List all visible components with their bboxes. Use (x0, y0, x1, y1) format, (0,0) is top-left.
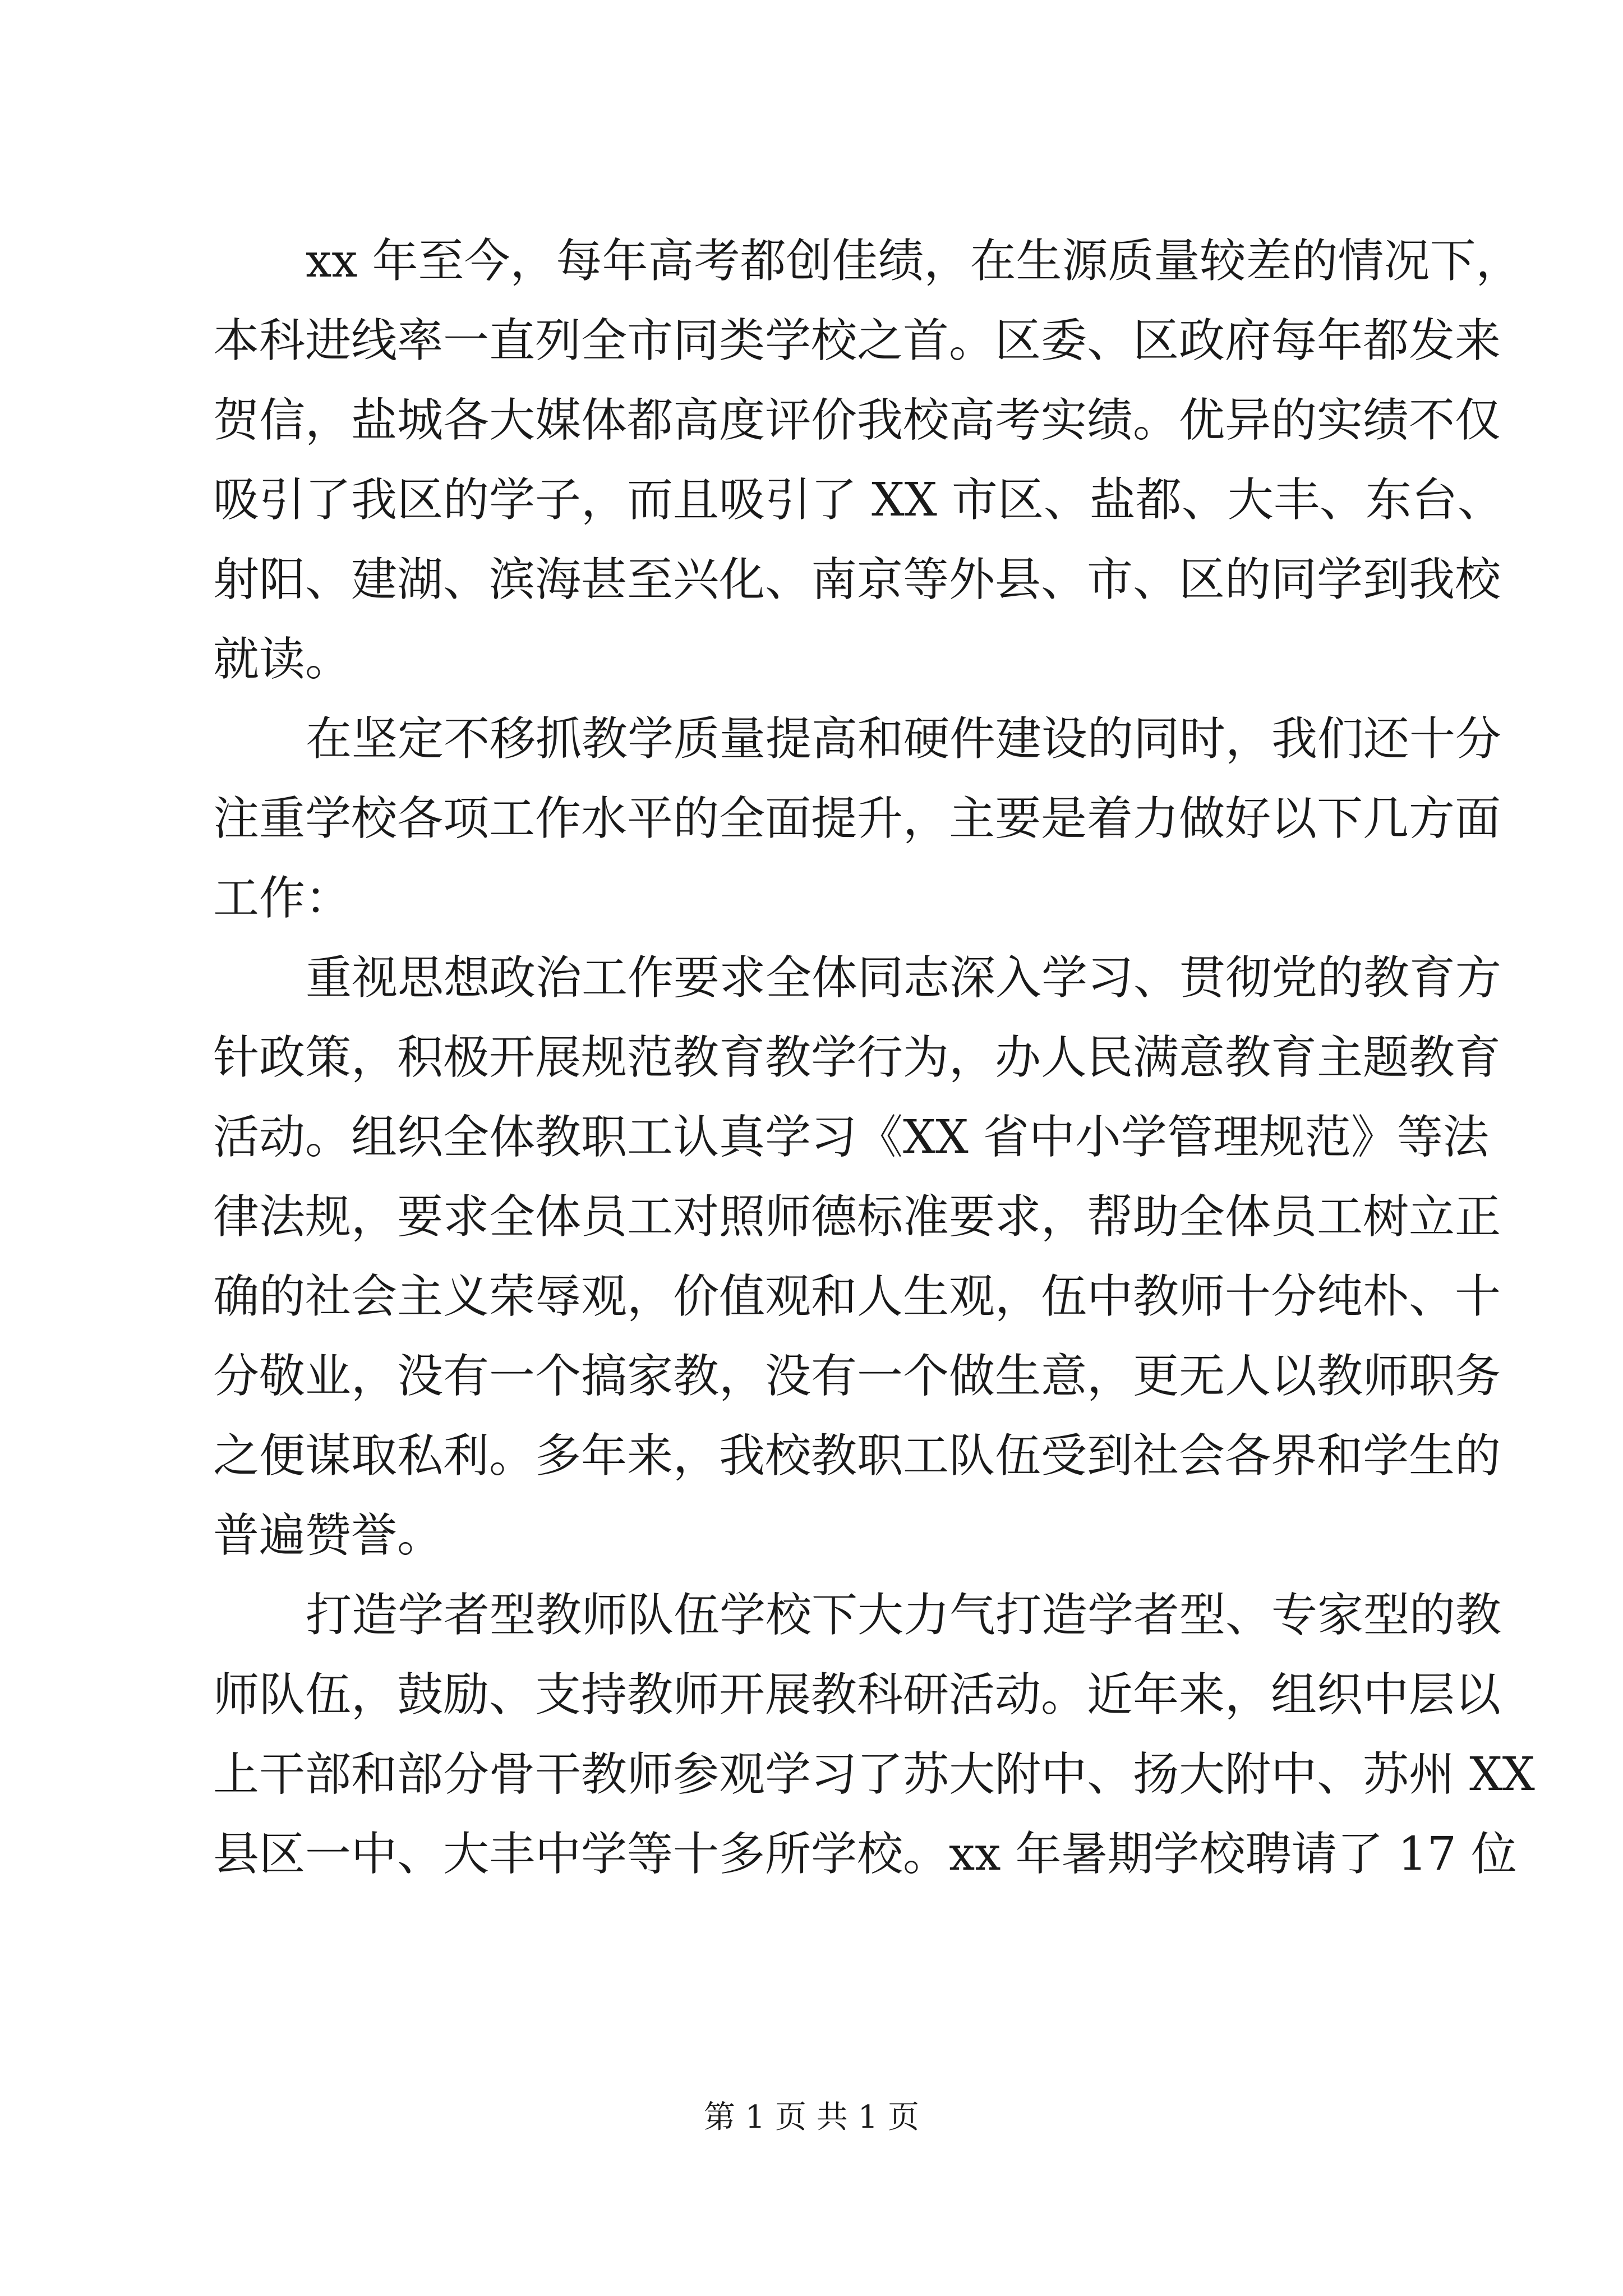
paragraph-3-line-1: 重视思想政治工作要求全体同志深入学习、贯彻党的教育方 (306, 951, 1502, 1005)
document-body (213, 222, 1535, 1894)
paragraph-4-line-4: 县区一中、大丰中学等十多所学校。xx 年暑期学校聘请了 17 位 (213, 1828, 1518, 1881)
paragraph-3-line-4: 律法规，要求全体员工对照师德标准要求，帮助全体员工树立正 (213, 1190, 1501, 1244)
paragraph-1-line-5: 射阳、建湖、滨海甚至兴化、南京等外县、市、区的同学到我校 (213, 553, 1501, 606)
paragraph-1-line-6: 就读。 (213, 633, 352, 686)
paragraph-2-line-3: 工作： (213, 872, 352, 925)
paragraph-2-line-2: 注重学校各项工作水平的全面提升，主要是着力做好以下几方面 (213, 792, 1501, 845)
paragraph-3-line-5: 确的社会主义荣辱观，价值观和人生观，伍中教师十分纯朴、十 (213, 1270, 1501, 1323)
paragraph-3-line-2: 针政策，积极开展规范教育教学行为，办人民满意教育主题教育 (213, 1031, 1501, 1084)
paragraph-1-line-4: 吸引了我区的学子，而且吸引了 XX 市区、盐都、大丰、东台、 (213, 473, 1504, 527)
paragraph-4-line-3: 上干部和部分骨干教师参观学习了苏大附中、扬大附中、苏州 XX (213, 1748, 1535, 1801)
paragraph-1-line-3: 贺信，盐城各大媒体都高度评价我校高考实绩。优异的实绩不仅 (213, 394, 1501, 447)
paragraph-3-line-7: 之便谋取私利。多年来，我校教职工队伍受到社会各界和学生的 (213, 1429, 1501, 1483)
paragraph-1-line-2: 本科进线率一直列全市同类学校之首。区委、区政府每年都发来 (213, 314, 1501, 367)
paragraph-3-line-6: 分敬业，没有一个搞家教，没有一个做生意，更无人以教师职务 (213, 1350, 1501, 1403)
paragraph-2-line-1: 在坚定不移抓教学质量提高和硬件建设的同时，我们还十分 (306, 712, 1502, 766)
paragraph-3-line-8: 普遍赞誉。 (213, 1509, 444, 1562)
page-number-footer: 第 1 页 共 1 页 (703, 2099, 920, 2136)
paragraph-3-line-3: 活动。组织全体教职工认真学习《XX 省中小学管理规范》等法 (213, 1111, 1489, 1164)
paragraph-4-line-2: 师队伍，鼓励、支持教师开展教科研活动。近年来，组织中层以 (213, 1668, 1501, 1722)
paragraph-1-line-1: xx 年至今，每年高考都创佳绩，在生源质量较差的情况下， (306, 234, 1522, 288)
paragraph-4-line-1: 打造学者型教师队伍学校下大力气打造学者型、专家型的教 (306, 1589, 1502, 1642)
